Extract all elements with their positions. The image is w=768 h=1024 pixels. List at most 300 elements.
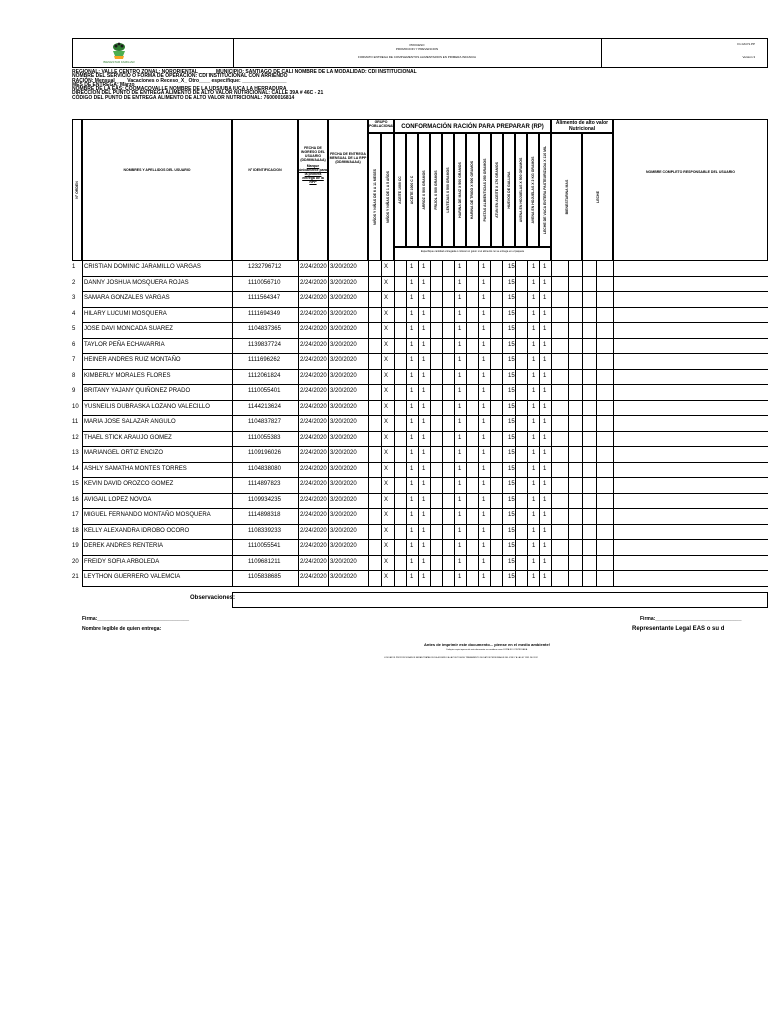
qty-pasta: 1 [482, 574, 486, 580]
qty-aceite: 1 [410, 279, 414, 286]
user-name: THAEL STICK ARAUJO GOMEZ [84, 434, 172, 441]
legal-note-2: LOS DATOS PROPORCIONADOS SERÁN TRATADOS DE ACUERDO A LA POLÍTICA DE TRATAMIENTO DE DATOS PERSONALES DEL ICBF Y A LA LEY 1581 DE 2012 [384, 657, 538, 659]
grupo-mark: X [384, 388, 389, 394]
ingreso-date: 2/24/2020 [300, 388, 327, 394]
qty-aceite: 1 [410, 465, 414, 472]
user-id: 1109681211 [248, 558, 281, 565]
qty-arroz: 1 [422, 574, 426, 580]
user-name: BRITANY YAJANY QUIÑONEZ PRADO [84, 388, 191, 394]
entrega-date: 3/20/2020 [330, 574, 357, 580]
row-number: 15 [72, 481, 79, 487]
grid-line [596, 261, 597, 587]
user-id: 1112061824 [248, 372, 281, 379]
entrega-date: 3/20/2020 [330, 434, 357, 441]
column-headers [72, 119, 768, 261]
qty-aceite: 1 [410, 527, 414, 534]
col-rp-note: Especifique cantidad entregada o colocar un guion si el alimento no se entrega en el paquete [394, 247, 551, 261]
ingreso-date: 2/24/2020 [300, 574, 327, 580]
qty-pasta: 1 [482, 295, 486, 301]
qty-arroz: 1 [422, 326, 426, 332]
entrega-date: 3/20/2020 [330, 450, 357, 456]
grupo-mark: X [384, 481, 389, 487]
entrega-date: 3/20/2020 [330, 481, 357, 487]
user-name: JOSE DAVI MONCADA SUAREZ [84, 326, 173, 332]
qty-huevo: 15 [508, 558, 515, 565]
entrega-date: 3/20/2020 [330, 264, 357, 270]
grid-line [454, 261, 455, 587]
qty-huevo: 15 [508, 496, 515, 503]
grupo-mark: X [384, 295, 389, 301]
grid-line [442, 261, 443, 587]
user-id: 1139837724 [248, 341, 281, 348]
qty-harina: 1 [458, 527, 462, 534]
user-id: 1111564347 [248, 295, 281, 301]
qty-pasta: 1 [482, 481, 486, 487]
ingreso-date: 2/24/2020 [300, 481, 327, 487]
table-row [72, 509, 768, 525]
qty-leche: 1 [543, 465, 547, 472]
row-number: 21 [72, 574, 79, 580]
grid-line [430, 261, 431, 587]
qty-huevo: 15 [508, 481, 515, 487]
ingreso-date: 2/24/2020 [300, 403, 327, 410]
col-rp-item: LECHE DE VACA ENTERA PASTEURIZADA X 110 MIL [539, 133, 551, 247]
user-id: 1104837827 [248, 419, 281, 425]
qty-leche: 1 [543, 264, 547, 270]
row-number: 10 [72, 403, 79, 410]
row-number: 14 [72, 465, 79, 472]
qty-avena: 1 [532, 264, 536, 270]
qty-avena: 1 [532, 558, 536, 565]
user-name: YUSNEILIS DUBRASKA LOZANO VALECILLO [84, 403, 210, 410]
user-name: ASHLY SAMATHA MONTES TORRES [84, 465, 187, 472]
col-grupo-a: NIÑOS Y NIÑAS DE 6 A 11 MESES [368, 133, 381, 261]
logo-text: BIENESTAR FAMILIAR [103, 60, 135, 64]
qty-harina: 1 [458, 450, 462, 456]
user-id: 1232796712 [248, 264, 282, 270]
qty-huevo: 15 [508, 264, 515, 270]
qty-huevo: 15 [508, 465, 515, 472]
ingreso-date: 2/24/2020 [300, 279, 327, 286]
qty-arroz: 1 [422, 558, 426, 565]
grupo-mark: X [384, 434, 389, 441]
qty-leche: 1 [543, 481, 547, 487]
qty-avena: 1 [532, 357, 536, 363]
qty-arroz: 1 [422, 295, 426, 301]
col-leche: LECHE [582, 133, 613, 261]
qty-avena: 1 [532, 403, 536, 410]
row-number: 7 [72, 357, 76, 363]
user-name: SAMARA GONZALES VARGAS [84, 295, 170, 301]
row-number: 9 [72, 388, 76, 394]
row-number: 4 [72, 310, 76, 317]
qty-aceite: 1 [410, 558, 414, 565]
qty-aceite: 1 [410, 341, 414, 348]
table-row [72, 478, 768, 494]
info-line: NOMBRE DE LA EAS: COOMACOVALLE NOMBRE DE LA UDS/UBA IUCA LA HERRADURA [72, 86, 287, 93]
qty-arroz: 1 [422, 527, 426, 534]
row-number: 16 [72, 496, 79, 503]
col-rp-item: ACEITE 1000 CC [394, 133, 406, 247]
grid-line [551, 261, 552, 587]
user-id: 1110055383 [248, 434, 281, 441]
qty-harina: 1 [458, 357, 462, 363]
user-id: 1110056710 [248, 279, 281, 286]
qty-huevo: 15 [508, 295, 515, 301]
qty-harina: 1 [458, 434, 462, 441]
grupo-mark: X [384, 372, 389, 379]
row-number: 20 [72, 558, 79, 565]
signature-left: Firma:_________________________________ [82, 616, 190, 622]
user-name: FREIDY SOFIA ARBOLEDA [84, 558, 160, 565]
qty-arroz: 1 [422, 357, 426, 363]
grid-line [82, 261, 83, 587]
grupo-mark: X [384, 357, 389, 363]
row-number: 2 [72, 279, 76, 286]
qty-leche: 1 [543, 372, 547, 379]
grupo-mark: X [384, 574, 389, 580]
ingreso-date: 2/24/2020 [300, 434, 327, 441]
qty-harina: 1 [458, 279, 462, 286]
ingreso-date: 2/24/2020 [300, 527, 327, 534]
grupo-mark: X [384, 465, 389, 472]
qty-pasta: 1 [482, 543, 486, 549]
qty-leche: 1 [543, 295, 547, 301]
qty-pasta: 1 [482, 450, 486, 456]
qty-leche: 1 [543, 558, 547, 565]
qty-leche: 1 [543, 341, 547, 348]
info-block [72, 70, 512, 100]
qty-leche: 1 [543, 527, 547, 534]
qty-aceite: 1 [410, 496, 414, 503]
qty-avena: 1 [532, 450, 536, 456]
user-id: 1110055401 [248, 388, 281, 394]
col-rp-item: LENTEJAS X 500 GRAMOS [442, 133, 454, 247]
qty-huevo: 15 [508, 403, 515, 410]
user-id: 1104838080 [248, 465, 281, 472]
qty-huevo: 15 [508, 527, 515, 534]
table-row [72, 447, 768, 463]
grid-line [298, 261, 299, 587]
legal-note: Cualquier copia impresa de este documento se considera como COPIA NO CONTROLADA [446, 649, 528, 651]
qty-huevo: 15 [508, 543, 515, 549]
icbf-logo [73, 39, 234, 67]
qty-harina: 1 [458, 372, 462, 379]
header-code-block [601, 39, 767, 67]
qty-harina: 1 [458, 326, 462, 332]
qty-harina: 1 [458, 481, 462, 487]
grupo-mark: X [384, 419, 389, 425]
user-name: AVIGAIL LOPEZ NOVOA [84, 496, 152, 503]
user-name: KELLY ALEXANDRA IDROBO OCORO [84, 527, 190, 534]
info-line: REGIONAL: VALLE CENTRO ZONAL: NORORIENTAL______ MUNICIPIO: SANTIAGO DE CALI NOMBRE DE LA MODALIDAD: CDI INSTITUCIONAL [72, 69, 417, 75]
row-number: 1 [72, 264, 76, 270]
qty-avena: 1 [532, 481, 536, 487]
ingreso-date: 2/24/2020 [300, 264, 327, 270]
grid-line [568, 261, 569, 587]
ingreso-date: 2/24/2020 [300, 341, 327, 348]
qty-pasta: 1 [482, 279, 486, 286]
entrega-date: 3/20/2020 [330, 341, 357, 348]
col-grupo-b: NIÑOS Y NIÑAS DE 1 A 5 AÑOS [381, 133, 394, 261]
qty-arroz: 1 [422, 543, 426, 549]
info-line: DIRECCION DEL PUNTO DE ENTREGA ALIMENTO DE ALTO VALOR NUTRICIONAL: CALLE 39A # 46C - 21 [72, 90, 324, 97]
qty-harina: 1 [458, 465, 462, 472]
qty-avena: 1 [532, 465, 536, 472]
qty-leche: 1 [543, 496, 547, 503]
qty-huevo: 15 [508, 279, 515, 286]
qty-avena: 1 [532, 574, 536, 580]
qty-pasta: 1 [482, 558, 486, 565]
qty-aceite: 1 [410, 403, 414, 410]
qty-avena: 1 [532, 543, 536, 549]
qty-aceite: 1 [410, 450, 414, 456]
col-num: N° ORDEN [72, 119, 82, 261]
qty-aceite: 1 [410, 574, 414, 580]
qty-huevo: 15 [508, 341, 515, 348]
user-name: KIMBERLY MORALES FLORES [84, 372, 171, 379]
col-rp-item: HUEVOS DE GALLINA [503, 133, 515, 247]
entrega-date: 3/20/2020 [330, 403, 357, 410]
table-row [72, 323, 768, 339]
row-number: 17 [72, 512, 79, 518]
grid-line [478, 261, 479, 587]
qty-leche: 1 [543, 310, 547, 317]
qty-huevo: 15 [508, 372, 515, 379]
observations-row [72, 592, 768, 608]
table-row [72, 416, 768, 432]
qty-arroz: 1 [422, 434, 426, 441]
qty-arroz: 1 [422, 310, 426, 317]
qty-pasta: 1 [482, 388, 486, 394]
ingreso-date: 2/24/2020 [300, 450, 327, 456]
ingreso-date: 2/24/2020 [300, 326, 327, 332]
row-number: 18 [72, 527, 79, 534]
user-id: 1114898318 [248, 512, 281, 518]
qty-aceite: 1 [410, 481, 414, 487]
user-id: 1144213624 [248, 403, 281, 410]
qty-harina: 1 [458, 558, 462, 565]
qty-pasta: 1 [482, 341, 486, 348]
col-bienestarina: BIENESTARINA MAS [551, 133, 582, 261]
row-number: 11 [72, 419, 79, 425]
row-rule [82, 586, 768, 587]
col-rp-item: ARROZ X 500 GRAMOS [418, 133, 430, 247]
qty-arroz: 1 [422, 279, 426, 286]
qty-huevo: 15 [508, 574, 515, 580]
qty-harina: 1 [458, 341, 462, 348]
qty-harina: 1 [458, 543, 462, 549]
col-rp-title: CONFORMACIÓN RACIÓN PARA PREPARAR (RP) [394, 119, 551, 133]
qty-aceite: 1 [410, 357, 414, 363]
qty-avena: 1 [532, 496, 536, 503]
qty-pasta: 1 [482, 326, 486, 332]
info-line: RACIÓN: Mensual____ Vacaciones o Receso_X_ Otro____ especifique: ________________ [72, 77, 287, 84]
ingreso-date: 2/24/2020 [300, 295, 327, 301]
qty-aceite: 1 [410, 388, 414, 394]
col-rp-item: AVENA EN HOJUELAS X 500 GRAMOS [515, 133, 527, 247]
qty-huevo: 15 [508, 388, 515, 394]
qty-pasta: 1 [482, 465, 486, 472]
col-rp-item: ACEITE 1000 C C [406, 133, 418, 247]
qty-pasta: 1 [482, 496, 486, 503]
entrega-date: 3/20/2020 [330, 496, 357, 503]
header-title-block [233, 39, 602, 67]
grupo-mark: X [384, 264, 389, 270]
qty-arroz: 1 [422, 419, 426, 425]
grid-line [527, 261, 528, 587]
user-name: DEREK ANDRES RENTERIA [84, 543, 164, 549]
ingreso-date: 2/24/2020 [300, 419, 327, 425]
user-id: 1111696262 [248, 357, 281, 363]
user-name: KEVIN DAVID OROZCO GOMEZ [84, 481, 174, 487]
qty-aceite: 1 [410, 264, 414, 270]
ingreso-date: 2/24/2020 [300, 543, 327, 549]
qty-aceite: 1 [410, 512, 414, 518]
entrega-date: 3/20/2020 [330, 512, 357, 518]
user-id: 1109934235 [248, 496, 281, 503]
qty-avena: 1 [532, 310, 536, 317]
col-id: N° IDENTIFICACION [232, 119, 298, 261]
ingreso-date: 2/24/2020 [300, 357, 327, 363]
entrega-date: 3/20/2020 [330, 310, 357, 317]
col-rp-item: PASTAS ALIMENTICIAS 250 GRAMOS [479, 133, 491, 247]
grupo-mark: X [384, 341, 389, 348]
col-rp-item: HARINA DE MAIZ X 500 GRAMOS [454, 133, 466, 247]
info-line: MES DE ENTREGA: Marzo [72, 81, 135, 88]
qty-leche: 1 [543, 403, 547, 410]
qty-pasta: 1 [482, 372, 486, 379]
col-rp-item: FRIJOL X 500 GRAMOS [430, 133, 442, 247]
observations-field[interactable] [232, 592, 768, 608]
qty-arroz: 1 [422, 481, 426, 487]
user-name: DANNY JOSHUA MOSQUERA ROJAS [84, 279, 189, 286]
grid-line [490, 261, 491, 587]
qty-avena: 1 [532, 372, 536, 379]
qty-arroz: 1 [422, 512, 426, 518]
info-line: CÓDIGO DEL PUNTO DE ENTREGA ALIMENTO DE ALTO VALOR NUTRICIONAL: 76000016814 [72, 94, 295, 101]
table-row [72, 339, 768, 355]
qty-pasta: 1 [482, 403, 486, 410]
entrega-date: 3/20/2020 [330, 357, 357, 363]
table-row [72, 401, 768, 417]
qty-avena: 1 [532, 326, 536, 332]
col-rp-item: HARINA DE TRIGO X 500 GRAMOS [466, 133, 478, 247]
qty-aceite: 1 [410, 419, 414, 425]
row-number: 6 [72, 341, 76, 348]
subprocess-label: PROMOCION Y PREVENCION [395, 47, 439, 51]
qty-huevo: 15 [508, 357, 515, 363]
qty-arroz: 1 [422, 403, 426, 410]
ingreso-date: 2/24/2020 [300, 558, 327, 565]
grupo-mark: X [384, 558, 389, 565]
qty-avena: 1 [532, 527, 536, 534]
entrega-date: 3/20/2020 [330, 465, 357, 472]
grid-line [582, 261, 583, 587]
form-header [72, 38, 768, 68]
grupo-mark: X [384, 403, 389, 410]
qty-harina: 1 [458, 574, 462, 580]
user-name: HILARY LUCUMI MOSQUERA [84, 310, 167, 317]
qty-arroz: 1 [422, 496, 426, 503]
grid-line [418, 261, 419, 587]
qty-arroz: 1 [422, 372, 426, 379]
form-title: FORMATO ENTREGA DE COMPLEMENTOS ALIMENTARIOS EN PRIMERA INFANCIA [358, 55, 476, 59]
col-alto-valor: Alimento de alto valor Nutricional [551, 119, 613, 133]
observations-label: Observaciones: [190, 595, 236, 601]
col-rp-item: ATUN EN ACEITE X 170 GRAMOS [491, 133, 503, 247]
grupo-mark: X [384, 310, 389, 317]
grid-line [368, 261, 369, 587]
qty-avena: 1 [532, 279, 536, 286]
grid-line [406, 261, 407, 587]
qty-harina: 1 [458, 388, 462, 394]
row-number: 13 [72, 450, 79, 456]
qty-pasta: 1 [482, 527, 486, 534]
user-id: 1104837365 [248, 326, 281, 332]
table-row [72, 571, 768, 587]
col-name: NOMBRES Y APELLIDOS DEL USUARIO [82, 119, 232, 261]
table-row [72, 277, 768, 293]
table-row [72, 308, 768, 324]
grupo-mark: X [384, 543, 389, 549]
qty-harina: 1 [458, 310, 462, 317]
col-grupo: GRUPO POBLACIONAL [368, 119, 394, 133]
table-row [72, 385, 768, 401]
qty-leche: 1 [543, 574, 547, 580]
legal-representative-label: Representante Legal EAS o su d [632, 626, 725, 632]
qty-avena: 1 [532, 512, 536, 518]
qty-aceite: 1 [410, 543, 414, 549]
qty-avena: 1 [532, 419, 536, 425]
eco-note: Antes de imprimir este documento... piense en el medio ambiente! [424, 642, 551, 647]
info-line: NOMBRE DEL SERVICIO O FORMA DE OPERACIÓN: CDI INSTITUCIONAL CON ARRIENDO [72, 73, 288, 80]
qty-huevo: 15 [508, 310, 515, 317]
user-id: 1111694349 [248, 310, 281, 317]
entrega-date: 3/20/2020 [330, 279, 357, 286]
process-label: PROCESO [409, 43, 425, 47]
qty-harina: 1 [458, 512, 462, 518]
table-row [72, 540, 768, 556]
qty-pasta: 1 [482, 512, 486, 518]
qty-avena: 1 [532, 434, 536, 441]
grid-line [381, 261, 382, 587]
user-id: 1105838685 [248, 574, 281, 580]
entrega-date: 3/20/2020 [330, 388, 357, 394]
row-number: 5 [72, 326, 76, 332]
entrega-date: 3/20/2020 [330, 295, 357, 301]
user-name: MARIANGEL ORTIZ ENCIZO [84, 450, 164, 456]
qty-huevo: 15 [508, 419, 515, 425]
qty-harina: 1 [458, 403, 462, 410]
qty-avena: 1 [532, 295, 536, 301]
table-row [72, 354, 768, 370]
entrega-date: 3/20/2020 [330, 372, 357, 379]
ingreso-date: 2/24/2020 [300, 465, 327, 472]
qty-avena: 1 [532, 388, 536, 394]
qty-leche: 1 [543, 388, 547, 394]
grupo-mark: X [384, 326, 389, 332]
qty-aceite: 1 [410, 372, 414, 379]
qty-aceite: 1 [410, 434, 414, 441]
grid-line [394, 261, 395, 587]
grupo-mark: X [384, 527, 389, 534]
qty-pasta: 1 [482, 357, 486, 363]
row-number: 8 [72, 372, 76, 379]
qty-leche: 1 [543, 357, 547, 363]
qty-harina: 1 [458, 419, 462, 425]
grid-line [502, 261, 503, 587]
